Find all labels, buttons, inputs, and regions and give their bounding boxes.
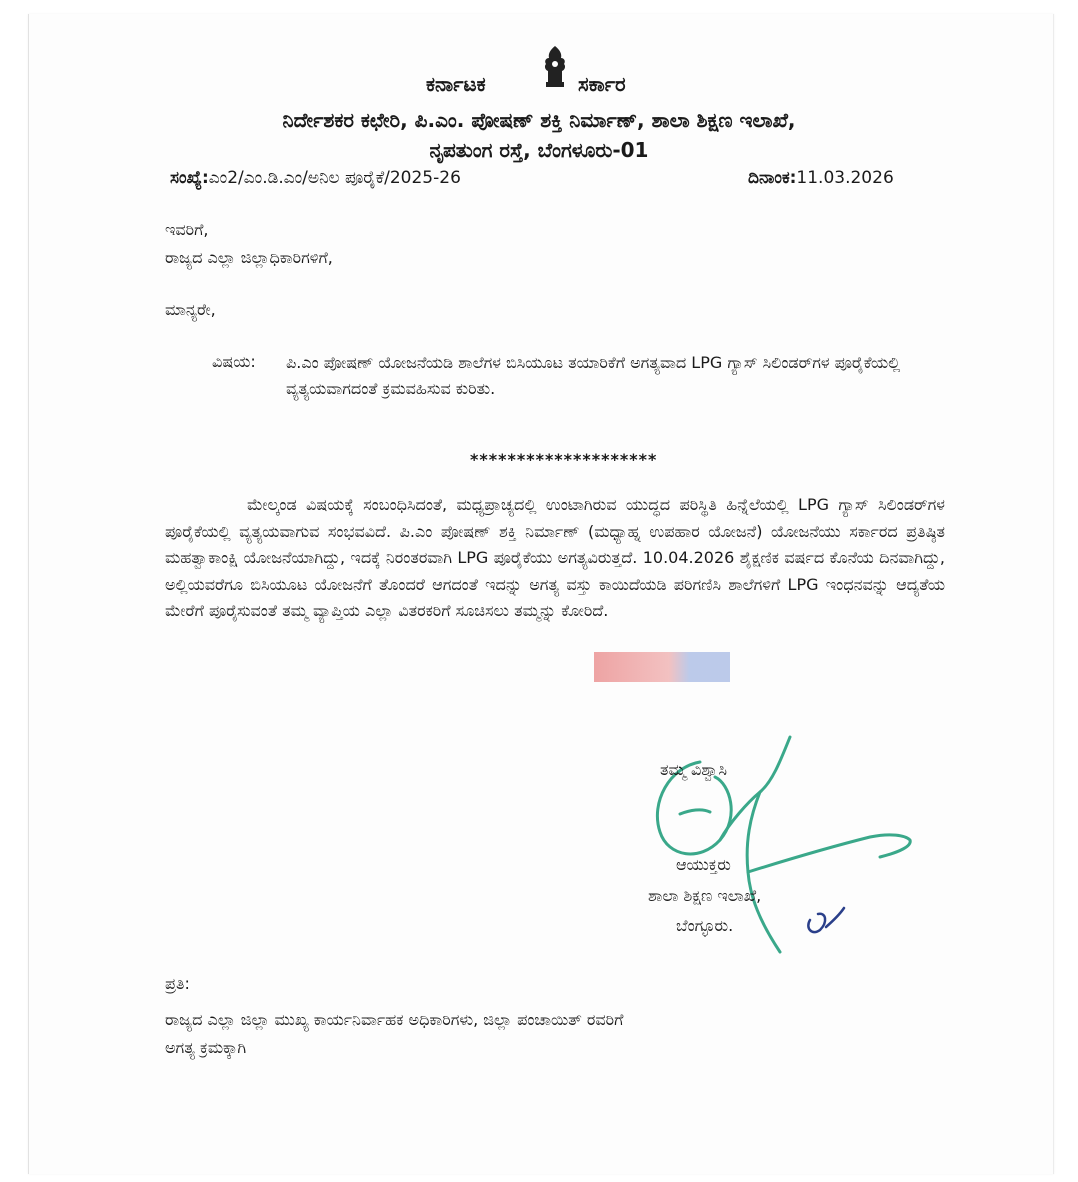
reference-label: ಸಂಖ್ಯೆ: (170, 168, 209, 188)
signoff-designation: ಆಯುಕ್ತರು (676, 855, 731, 874)
signature-image (630, 722, 930, 962)
copy-purpose: ಅಗತ್ಯ ಕ್ರಮಕ್ಕಾಗಿ (165, 1038, 247, 1057)
separator: ******************** (470, 450, 658, 469)
salutation: ಮಾನ್ಯರೇ, (165, 300, 216, 319)
recipient-to: ಇವರಿಗೆ, (165, 220, 209, 239)
letter-date (748, 168, 894, 188)
state-name-right: ಸರ್ಕಾರ (578, 72, 626, 96)
reference-number (170, 168, 461, 188)
signoff-department: ಶಾಲಾ ಶಿಕ್ಷಣ ಇಲಾಖೆ, (648, 886, 762, 905)
date-label: ದಿನಾಂಕ: (748, 168, 797, 188)
subject-label: ವಿಷಯ: (212, 352, 256, 371)
copy-label: ಪ್ರತಿ: (165, 974, 190, 993)
office-name: ನಿರ್ದೇಶಕರ ಕಛೇರಿ, ಪಿ.ಎಂ. ಪೋಷಣ್ ಶಕ್ತಿ ನಿರ್ಮಾಣ್, ಶಾಲಾ ಶಿಕ್ಷಣ ಇಲಾಖೆ, (282, 108, 796, 132)
subject-text: ಪಿ.ಎಂ ಪೋಷಣ್ ಯೋಜನೆಯಡಿ ಶಾಲೆಗಳ ಬಿಸಿಯೂಟ ತಯಾರಿಕೆಗೆ ಅಗತ್ಯವಾದ LPG ಗ್ಯಾಸ್ ಸಿಲಿಂಡರ್‌ಗಳ ಪೂರೈಕೆಯಲ್ಲಿ ವ್ಯತ್ಯಯವಾಗದಂತೆ ಕ್ರಮವಹಿಸುವ ಕುರಿತು. (286, 353, 901, 398)
state-name-left: ಕರ್ನಾಟಕ (426, 72, 486, 96)
copy-recipient: ರಾಜ್ಯದ ಎಲ್ಲಾ ಜಿಲ್ಲಾ ಮುಖ್ಯ ಕಾರ್ಯನಿರ್ವಾಹಕ ಅಧಿಕಾರಿಗಳು, ಜಿಲ್ಲಾ ಪಂಚಾಯಿತ್ ರವರಿಗೆ (165, 1010, 624, 1029)
reference-value: ಎಂ2/ಎಂ.ಡಿ.ಎಂ/ಅನಿಲ ಪೂರೈಕೆ/2025-26 (208, 168, 461, 188)
office-address: ನೃಪತುಂಗ ರಸ್ತೆ, ಬೆಂಗಳೂರು-01 (429, 138, 649, 162)
recipient-name: ರಾಜ್ಯದ ಎಲ್ಲಾ ಜಿಲ್ಲಾಧಿಕಾರಿಗಳಿಗೆ, (165, 248, 333, 267)
karnataka-emblem-icon (538, 44, 572, 90)
letter-body: ಮೇಲ್ಕಂಡ ವಿಷಯಕ್ಕೆ ಸಂಬಂಧಿಸಿದಂತೆ, ಮಧ್ಯಪ್ರಾಚ್ಯದಲ್ಲಿ ಉಂಟಾಗಿರುವ ಯುದ್ಧದ ಪರಿಸ್ಥಿತಿ ಹಿನ್ನೆಲೆಯಲ್ಲಿ LPG ಗ್ಯಾಸ್ ಸಿಲಿಂಡರ್‌ಗಳ ಪೂರೈಕೆಯಲ್ಲಿ ವ್ಯತ್ಯಯವಾಗುವ ಸಂಭವವಿದೆ. ಪಿ.ಎಂ ಪೋಷಣ್ ಶಕ್ತಿ ನಿರ್ಮಾಣ್ (ಮಧ್ಯಾಹ್ನ ಉಪಹಾರ ಯೋಜನೆ) ಯೋಜನೆಯು ಸರ್ಕಾರದ ಪ್ರತಿಷ್ಠಿತ ಮಹತ್ವಾಕಾಂಕ್ಷಿ ಯೋಜನೆಯಾಗಿದ್ದು, ಇದಕ್ಕೆ ನಿರಂತರವಾಗಿ LPG ಪೂರೈಕೆಯು ಅಗತ್ಯವಿರುತ್ತದೆ. 10.04.2026 ಶೈಕ್ಷಣಿಕ ವರ್ಷದ ಕೊನೆಯ ದಿನವಾಗಿದ್ದು, ಅಲ್ಲಿಯವರೆಗೂ ಬಿಸಿಯೂಟ ಯೋಜನೆಗೆ ತೊಂದರೆ ಆಗದಂತೆ ಇದನ್ನು ಅಗತ್ಯ ವಸ್ತು ಕಾಯಿದೆಯಡಿ ಪರಿಗಣಿಸಿ ಶಾಲೆಗಳಿಗೆ LPG ಇಂಧನವನ್ನು ಆದ್ಯತೆಯ ಮೇರೆಗೆ ಪೂರೈಸುವಂತೆ ತಮ್ಮ ವ್ಯಾಪ್ತಿಯ ಎಲ್ಲಾ ವಿತರಕರಿಗೆ ಸೂಚಿಸಲು ತಮ್ಮನ್ನು ಕೋರಿದೆ. (165, 495, 945, 621)
signoff-city: ಬೆಂಗ್ಳೂರು. (676, 916, 734, 935)
watermark-logo (594, 652, 730, 682)
date-value: 11.03.2026 (796, 168, 894, 188)
signoff-closing: ತಮ್ಮ ವಿಶ್ವಾಸಿ (660, 760, 728, 779)
